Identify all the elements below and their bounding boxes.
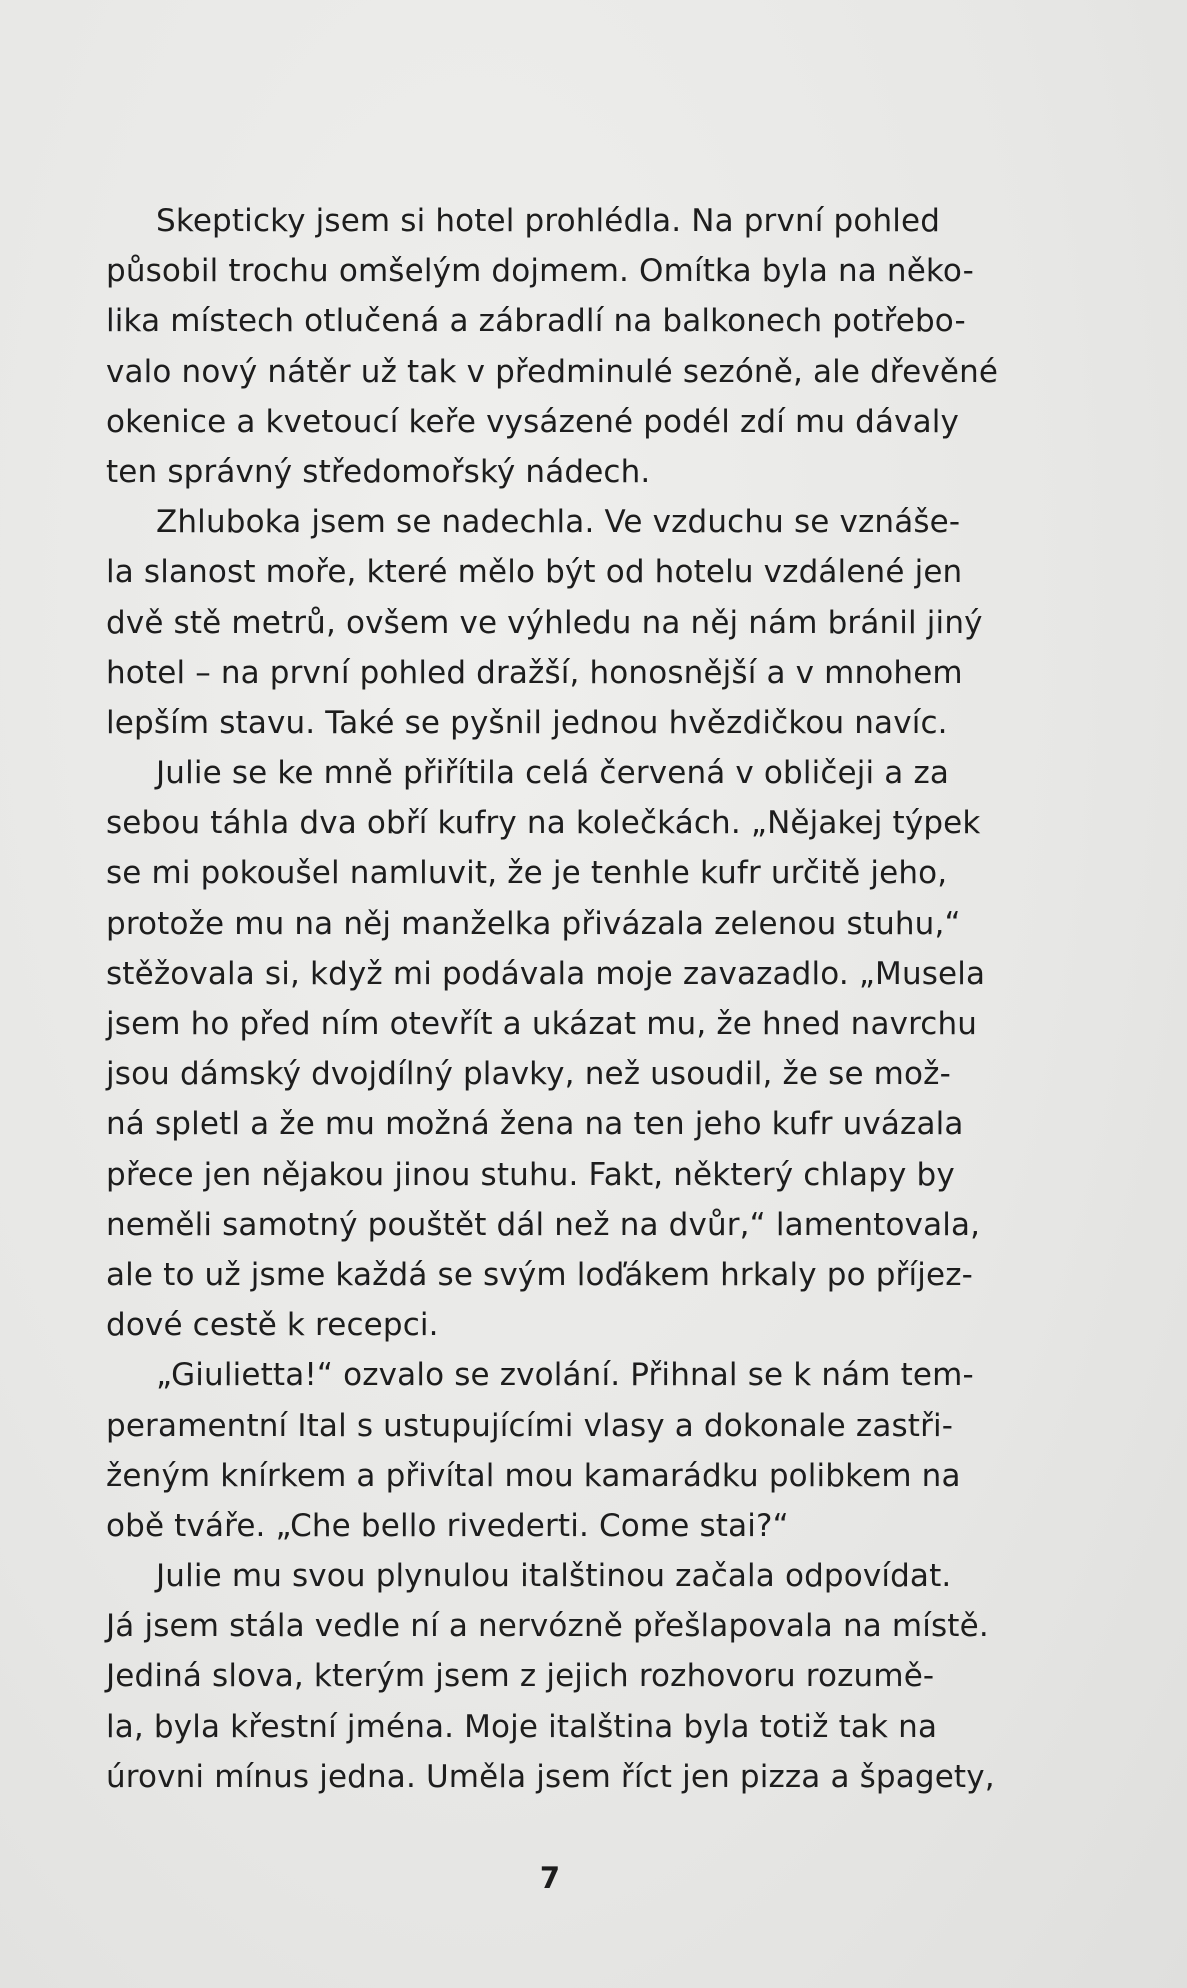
page-number: 7 — [539, 1861, 561, 1895]
text-line: přece jen nějakou jinou stuhu. Fakt, některý chlapy by — [106, 1156, 955, 1193]
text-line: sebou táhla dva obří kufry na kolečkách. „Nějakej týpek — [106, 805, 981, 842]
text-line: lika místech otlučená a zábradlí na balkonech potřebo- — [106, 303, 966, 340]
text-line: la, byla křestní jména. Moje italština byla totiž tak na — [106, 1708, 938, 1745]
text-line: Jediná slova, kterým jsem z jejich rozhovoru rozumě- — [106, 1658, 935, 1695]
text-line: ale to už jsme každá se svým loďákem hrkaly po příjez- — [106, 1256, 973, 1293]
text-line: Já jsem stála vedle ní a nervózně přešlapovala na místě. — [106, 1608, 989, 1645]
text-line: Skepticky jsem si hotel prohlédla. Na první pohled — [156, 203, 941, 239]
text-line: hotel – na první pohled dražší, honosnější a v mnohem — [106, 654, 963, 691]
text-line: Julie mu svou plynulou italštinou začala odpovídat. — [156, 1558, 952, 1595]
text-line: se mi pokoušel namluvit, že je tenhle kufr určitě jeho, — [106, 855, 948, 892]
text-line: obě tváře. „Che bello rivederti. Come stai?“ — [106, 1507, 789, 1544]
text-line: úrovni mínus jedna. Uměla jsem říct jen pizza a špagety, — [106, 1758, 995, 1795]
text-line: valo nový nátěr už tak v předminulé sezóně, ale dřevěné — [106, 353, 999, 390]
text-line: okenice a kvetoucí keře vysázené podél zdí mu dávaly — [106, 403, 960, 440]
text-line: „Giulietta!“ ozvalo se zvolání. Přihnal se k nám tem- — [156, 1357, 974, 1394]
text-line: Julie se ke mně přiřítila celá červená v obličeji a za — [156, 755, 950, 792]
body-text — [106, 196, 1016, 1802]
text-line: protože mu na něj manželka přivázala zelenou stuhu,“ — [106, 905, 961, 942]
text-line: la slanost moře, které mělo být od hotelu vzdálené jen — [106, 554, 963, 591]
text-line: lepším stavu. Také se pyšnil jednou hvězdičkou navíc. — [106, 704, 948, 741]
text-line: peramentní Ital s ustupujícími vlasy a dokonale zastři- — [106, 1407, 954, 1444]
text-line: ženým knírkem a přivítal mou kamarádku polibkem na — [106, 1457, 961, 1494]
text-line: stěžovala si, když mi podávala moje zavazadlo. „Musela — [106, 955, 986, 992]
text-line: ten správný středomořský nádech. — [106, 453, 651, 490]
text-line: jsem ho před ním otevřít a ukázat mu, že hned navrchu — [106, 1006, 978, 1042]
text-line: neměli samotný pouštět dál než na dvůr,“ lamentovala, — [106, 1206, 981, 1243]
text-line: dvě stě metrů, ovšem ve výhledu na něj nám bránil jiný — [106, 604, 983, 641]
text-line: dové cestě k recepci. — [106, 1307, 439, 1344]
text-line: působil trochu omšelým dojmem. Omítka byla na něko- — [106, 253, 974, 290]
text-line: ná spletl a že mu možná žena na ten jeho kufr uvázala — [106, 1106, 964, 1143]
text-line: Zhluboka jsem se nadechla. Ve vzduchu se vznáše- — [156, 504, 961, 541]
text-line: jsou dámský dvojdílný plavky, než usoudil, že se mož- — [106, 1056, 951, 1093]
